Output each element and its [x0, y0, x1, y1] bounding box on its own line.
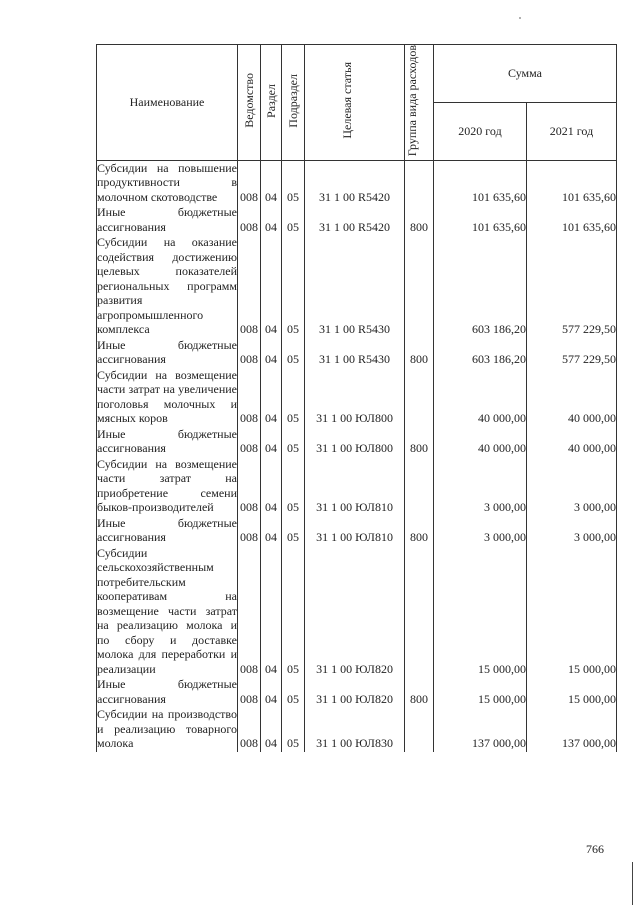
cell-sum-2020: 40 000,00	[434, 368, 527, 427]
cell-sum-2021: 40 000,00	[527, 427, 617, 457]
header-sum: Сумма	[434, 45, 617, 103]
cell-sum-2020: 3 000,00	[434, 457, 527, 516]
cell-name	[97, 516, 238, 546]
cell-name-text: Субсидии на производство и реализацию товарного молока	[97, 707, 237, 751]
cell-name	[97, 427, 238, 457]
cell-name-text: Иные бюджетные ассигнования	[97, 337, 237, 367]
cell-subsection: 05	[282, 235, 305, 338]
header-year-2020: 2020 год	[434, 102, 527, 160]
cell-name-text: Иные бюджетные ассигнования	[97, 515, 237, 545]
cell-dept: 008	[238, 457, 261, 516]
cell-target: 31 1 00 R5420	[305, 160, 405, 205]
cell-target: 31 1 00 ЮЛ830	[305, 707, 405, 752]
table-row	[97, 205, 617, 235]
cell-target: 31 1 00 ЮЛ810	[305, 457, 405, 516]
table-body	[97, 160, 617, 752]
cell-name	[97, 235, 238, 338]
cell-target: 31 1 00 ЮЛ800	[305, 368, 405, 427]
cell-target: 31 1 00 ЮЛ820	[305, 546, 405, 678]
cell-name	[97, 205, 238, 235]
cell-sum-2021: 137 000,00	[527, 707, 617, 752]
cell-subsection: 05	[282, 205, 305, 235]
cell-target: 31 1 00 ЮЛ820	[305, 677, 405, 707]
cell-name	[97, 677, 238, 707]
cell-section: 04	[261, 338, 282, 368]
cell-section: 04	[261, 457, 282, 516]
cell-sum-2020: 15 000,00	[434, 546, 527, 678]
table-row	[97, 235, 617, 338]
cell-subsection: 05	[282, 427, 305, 457]
cell-sum-2021: 15 000,00	[527, 677, 617, 707]
cell-subsection: 05	[282, 546, 305, 678]
header-target: Целевая статья	[305, 45, 405, 161]
cell-sum-2020: 137 000,00	[434, 707, 527, 752]
cell-section: 04	[261, 516, 282, 546]
cell-section: 04	[261, 205, 282, 235]
cell-dept: 008	[238, 516, 261, 546]
header-name: Наименование	[97, 45, 238, 161]
cell-sum-2020: 603 186,20	[434, 235, 527, 338]
cell-exp-group: 800	[405, 516, 434, 546]
cell-dept: 008	[238, 235, 261, 338]
header-exp-group: Группа вида расходов	[405, 45, 434, 161]
cell-subsection: 05	[282, 160, 305, 205]
cell-sum-2021: 577 229,50	[527, 235, 617, 338]
page-number: 766	[586, 842, 604, 856]
table-row	[97, 368, 617, 427]
budget-table	[96, 44, 617, 752]
cell-exp-group: 800	[405, 427, 434, 457]
cell-dept: 008	[238, 546, 261, 678]
cell-section: 04	[261, 427, 282, 457]
scan-speck	[519, 17, 521, 19]
cell-dept: 008	[238, 427, 261, 457]
table-row	[97, 160, 617, 205]
cell-subsection: 05	[282, 457, 305, 516]
cell-name	[97, 338, 238, 368]
cell-sum-2020: 603 186,20	[434, 338, 527, 368]
table-row	[97, 427, 617, 457]
header-dept: Ведомство	[238, 45, 261, 161]
cell-sum-2021: 3 000,00	[527, 516, 617, 546]
cell-name-text: Иные бюджетные ассигнования	[97, 426, 237, 456]
cell-exp-group	[405, 457, 434, 516]
cell-sum-2021: 40 000,00	[527, 368, 617, 427]
margin-rule	[632, 862, 633, 905]
cell-section: 04	[261, 707, 282, 752]
cell-target: 31 1 00 ЮЛ800	[305, 427, 405, 457]
cell-dept: 008	[238, 368, 261, 427]
cell-sum-2021: 3 000,00	[527, 457, 617, 516]
cell-exp-group	[405, 546, 434, 678]
cell-section: 04	[261, 546, 282, 678]
table-row	[97, 546, 617, 678]
cell-sum-2020: 101 635,60	[434, 160, 527, 205]
cell-exp-group: 800	[405, 677, 434, 707]
cell-exp-group: 800	[405, 338, 434, 368]
cell-sum-2020: 101 635,60	[434, 205, 527, 235]
cell-dept: 008	[238, 707, 261, 752]
header-year-2021: 2021 год	[527, 102, 617, 160]
cell-sum-2020: 40 000,00	[434, 427, 527, 457]
cell-name-text: Субсидии сельскохозяйственным потребительским кооперативам на возмещение части затрат на реализацию молока и по сбору и доставке молока для переработки и реализации	[97, 545, 237, 676]
cell-section: 04	[261, 160, 282, 205]
cell-subsection: 05	[282, 338, 305, 368]
cell-section: 04	[261, 677, 282, 707]
cell-subsection: 05	[282, 677, 305, 707]
cell-sum-2021: 577 229,50	[527, 338, 617, 368]
cell-name-text: Субсидии на возмещение части затрат на увеличение поголовья молочных и мясных коров	[97, 367, 237, 426]
cell-name-text: Иные бюджетные ассигнования	[97, 677, 237, 706]
cell-sum-2021: 101 635,60	[527, 160, 617, 205]
header-section: Раздел	[261, 45, 282, 161]
cell-name	[97, 368, 238, 427]
cell-exp-group: 800	[405, 205, 434, 235]
cell-name-text: Субсидии на повышение продуктивности в молочном скотоводстве	[97, 160, 237, 204]
cell-dept: 008	[238, 677, 261, 707]
table-row	[97, 338, 617, 368]
cell-dept: 008	[238, 160, 261, 205]
table-row	[97, 457, 617, 516]
cell-dept: 008	[238, 338, 261, 368]
cell-subsection: 05	[282, 707, 305, 752]
cell-exp-group	[405, 160, 434, 205]
cell-dept: 008	[238, 205, 261, 235]
cell-target: 31 1 00 R5430	[305, 235, 405, 338]
cell-name	[97, 707, 238, 752]
cell-name	[97, 457, 238, 516]
cell-exp-group	[405, 707, 434, 752]
cell-name-text: Субсидии на оказание содействия достижению целевых показателей региональных программ развития агропромышленного комплекса	[97, 235, 237, 337]
cell-target: 31 1 00 ЮЛ810	[305, 516, 405, 546]
table-row	[97, 677, 617, 707]
table-header	[97, 45, 617, 161]
cell-section: 04	[261, 235, 282, 338]
cell-exp-group	[405, 235, 434, 338]
table-row	[97, 516, 617, 546]
cell-sum-2020: 3 000,00	[434, 516, 527, 546]
cell-subsection: 05	[282, 368, 305, 427]
cell-name	[97, 546, 238, 678]
cell-name	[97, 160, 238, 205]
cell-sum-2021: 15 000,00	[527, 546, 617, 678]
cell-sum-2020: 15 000,00	[434, 677, 527, 707]
cell-target: 31 1 00 R5420	[305, 205, 405, 235]
cell-target: 31 1 00 R5430	[305, 338, 405, 368]
cell-subsection: 05	[282, 516, 305, 546]
cell-name-text: Иные бюджетные ассигнования	[97, 205, 237, 234]
cell-exp-group	[405, 368, 434, 427]
cell-section: 04	[261, 368, 282, 427]
header-subsection: Подраздел	[282, 45, 305, 161]
cell-name-text: Субсидии на возмещение части затрат на приобретение семени быков-производителей	[97, 456, 237, 515]
table-row	[97, 707, 617, 752]
cell-sum-2021: 101 635,60	[527, 205, 617, 235]
